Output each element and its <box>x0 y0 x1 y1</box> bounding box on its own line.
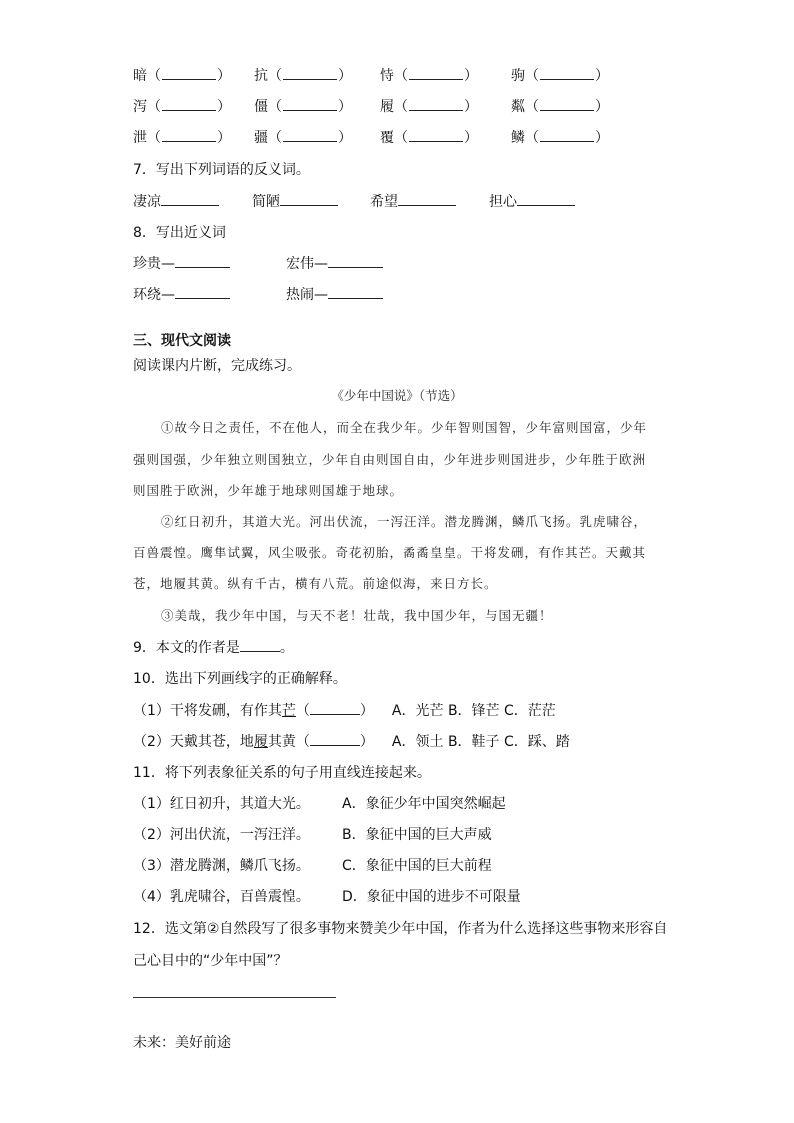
answer-blank[interactable] <box>175 285 230 299</box>
char-item: 驹（ ） <box>511 68 609 84</box>
char-item: 泄（ ） <box>133 130 231 146</box>
passage-line: ②红日初升，其道大光。河出伏流，一泻汪洋。潜龙腾渊，鳞爪飞扬。乳虎啸谷， <box>161 514 648 529</box>
char-item: 僵（ ） <box>254 99 352 115</box>
char-item: 鳞（ ） <box>511 130 609 146</box>
answer-blank[interactable] <box>162 97 216 111</box>
answer-blank[interactable] <box>328 285 383 299</box>
section-heading: 三、现代文阅读 <box>133 333 231 349</box>
answer-blank[interactable] <box>328 254 383 268</box>
q11-left-item: （3）潜龙腾渊，鳞爪飞扬。 <box>133 858 310 874</box>
answer-blank[interactable] <box>409 66 463 80</box>
q8-title: 8．写出近义词 <box>133 225 226 241</box>
q11-right-item: C．象征中国的巨大前程 <box>342 858 492 874</box>
antonym-item: 凄凉 <box>133 192 219 212</box>
answer-blank[interactable] <box>540 128 594 142</box>
footer-text: 未来：美好前途 <box>133 1035 231 1051</box>
synonym-item: 宏伟— <box>286 254 383 274</box>
q7-title: 7．写出下列词语的反义词。 <box>133 162 310 178</box>
synonym-item: 环绕— <box>133 285 230 305</box>
q12-line: 12．选文第②自然段写了很多事物来赞美少年中国，作者为什么选择这些事物来形容自 <box>133 921 668 937</box>
answer-blank[interactable] <box>517 192 575 206</box>
char-item: 履（ ） <box>380 99 478 115</box>
q10-item: （2）天戴其苍，地履其黄（ ） A．领土 B．鞋子 C．踩、踏 <box>133 731 570 752</box>
answer-line[interactable] <box>133 997 336 998</box>
q11-left-item: （2）河出伏流，一泻汪洋。 <box>133 827 310 843</box>
q12-line: 己心目中的“少年中国”？ <box>133 953 288 969</box>
q10-title: 10．选出下列画线字的正确解释。 <box>133 671 347 687</box>
char-item: 粼（ ） <box>511 99 609 115</box>
passage-line: 百兽震惶。鹰隼试翼，风尘吸张。奇花初胎，矞矞皇皇。干将发硎，有作其芒。天戴其 <box>133 545 647 560</box>
answer-blank[interactable] <box>161 192 219 206</box>
answer-blank[interactable] <box>283 66 337 80</box>
q11-title: 11．将下列表象征关系的句子用直线连接起来。 <box>133 765 431 781</box>
answer-blank[interactable] <box>280 192 338 206</box>
char-item: 抗（ ） <box>254 68 352 84</box>
antonym-item: 简陋 <box>252 192 338 212</box>
char-item: 覆（ ） <box>380 130 478 146</box>
answer-blank[interactable] <box>162 66 216 80</box>
q11-right-item: B．象征中国的巨大声威 <box>342 827 492 843</box>
answer-blank[interactable] <box>398 192 456 206</box>
q11-left-item: （4）乳虎啸谷，百兽震惶。 <box>133 889 310 905</box>
q11-right-item: A．象征少年中国突然崛起 <box>342 796 506 812</box>
passage-line: 苍，地履其黄。纵有千古，横有八荒。前途似海，来日方长。 <box>133 576 498 591</box>
char-item: 暗（ ） <box>133 68 231 84</box>
answer-blank[interactable] <box>310 700 360 715</box>
passage-title: 《少年中国说》（节选） <box>331 388 463 403</box>
passage-line: ①故今日之责任，不在他人，而全在我少年。少年智则国智，少年富则国富，少年 <box>161 420 648 435</box>
synonym-item: 珍贵— <box>133 254 230 274</box>
answer-blank[interactable] <box>175 254 230 268</box>
q9: 9．本文的作者是 。 <box>133 637 294 658</box>
q11-right-item: D．象征中国的进步不可限量 <box>342 889 521 905</box>
char-item: 泻（ ） <box>133 99 231 115</box>
answer-blank[interactable] <box>540 66 594 80</box>
synonym-item: 热闹— <box>286 285 383 305</box>
q11-left-item: （1）红日初升，其道大光。 <box>133 796 310 812</box>
passage-line: ③美哉，我少年中国，与天不老！壮哉，我中国少年，与国无疆！ <box>161 608 553 623</box>
passage-line: 强则国强，少年独立则国独立，少年自由则国自由，少年进步则国进步，少年胜于欧洲 <box>133 452 647 467</box>
answer-blank[interactable] <box>540 97 594 111</box>
passage-line: 则国胜于欧洲，少年雄于地球则国雄于地球。 <box>133 483 404 498</box>
answer-blank[interactable] <box>162 128 216 142</box>
char-item: 疆（ ） <box>254 130 352 146</box>
answer-blank[interactable] <box>240 637 280 652</box>
char-item: 恃（ ） <box>380 68 478 84</box>
answer-blank[interactable] <box>409 128 463 142</box>
q10-item: （1）干将发硎，有作其芒（ ） A．光芒 B．锋芒 C．茫茫 <box>133 700 556 721</box>
answer-blank[interactable] <box>283 128 337 142</box>
answer-blank[interactable] <box>310 731 360 746</box>
antonym-item: 担心 <box>489 192 575 212</box>
answer-blank[interactable] <box>409 97 463 111</box>
section-instruction: 阅读课内片断，完成练习。 <box>133 358 301 374</box>
answer-blank[interactable] <box>283 97 337 111</box>
antonym-item: 希望 <box>370 192 456 212</box>
